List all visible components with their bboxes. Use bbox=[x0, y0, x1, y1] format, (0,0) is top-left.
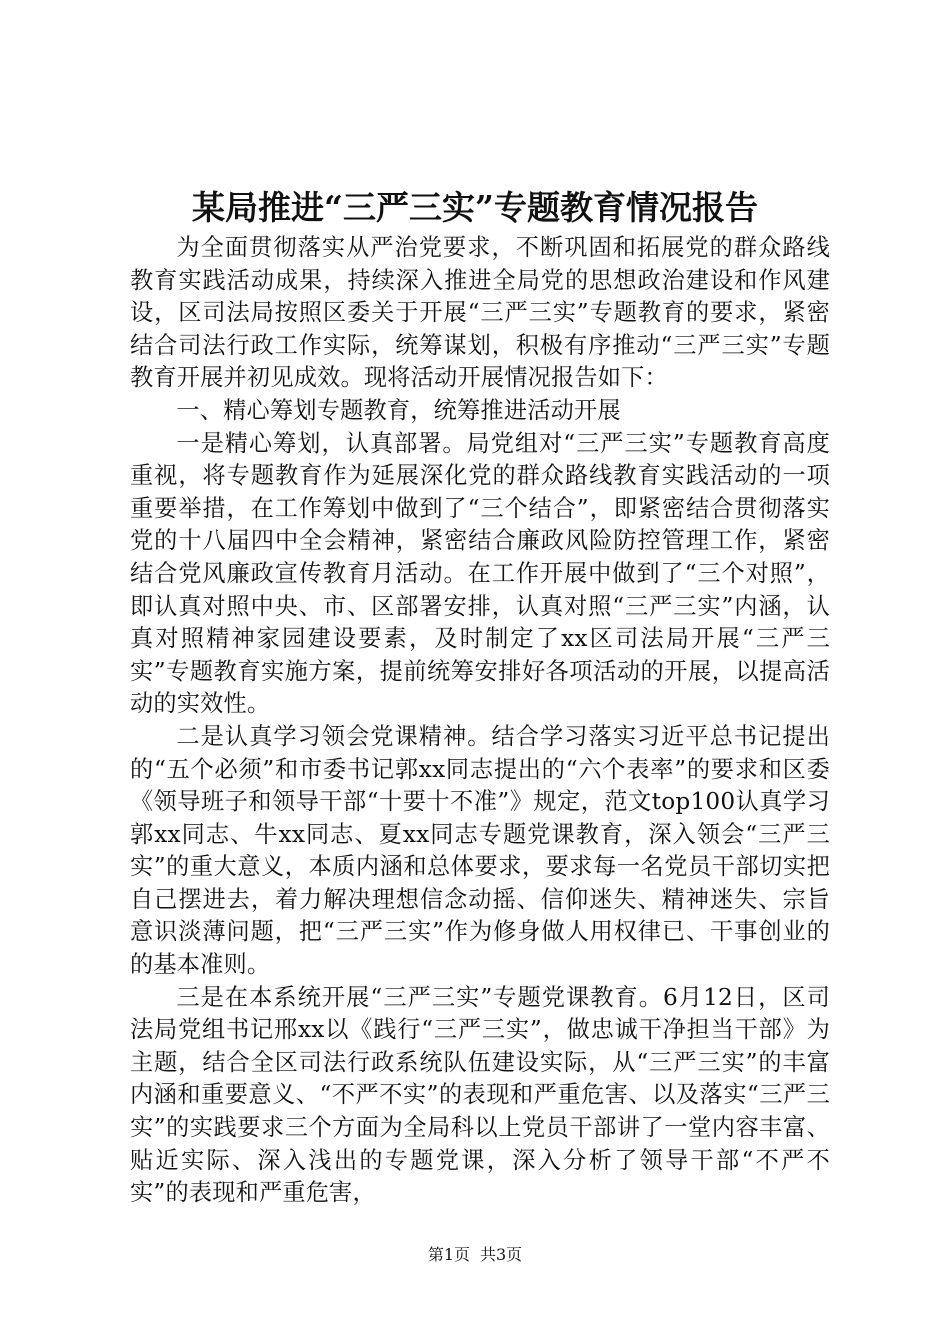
intro-paragraph: 为全面贯彻落实从严治党要求，不断巩固和拓展党的群众路线教育实践活动成果，持续深入推进全局党的思想政治建设和作风建设，区司法局按照区委关于开展“三严三实”专题教育的要求，紧密结合司法行政工作实际，统筹谋划，积极有序推动“三严三实”专题教育开展并初见成效。现将活动开展情况报告如下： bbox=[130, 234, 830, 392]
body-paragraph: 三是在本系统开展“三严三实”专题党课教育。6月12日，区司法局党组书记邢xx以《践行“三严三实”，做忠诚干净担当干部》为主题，结合全区司法行政系统队伍建设实际，从“三严三实”的丰富内涵和重要意义、“不严不实”的表现和严重危害、以及落实“三严三实”的实践要求三个方面为全局科以上党员干部讲了一堂内容丰富、贴近实际、深入浅出的专题党课，深入分析了领导干部“不严不实”的表现和严重危害， bbox=[130, 983, 830, 1207]
body-paragraph: 一是精心筹划，认真部署。局党组对“三严三实”专题教育高度重视，将专题教育作为延展深化党的群众路线教育实践活动的一项重要举措，在工作筹划中做到了“三个结合”，即紧密结合贯彻落实党的十八届四中全会精神，紧密结合廉政风险防控管理工作，紧密结合党风廉政宣传教育月活动。在工作开展中做到了“三个对照”，即认真对照中央、市、区部署安排，认真对照“三严三实”内涵，认真对照精神家园建设要素，及时制定了xx区司法局开展“三严三实”专题教育实施方案，提前统筹安排好各项活动的开展，以提高活动的实效性。 bbox=[130, 429, 830, 718]
page-total: 共3页 bbox=[480, 1245, 523, 1264]
document-body bbox=[130, 232, 830, 1210]
document-title: 某局推进“三严三实”专题教育情况报告 bbox=[192, 188, 758, 227]
body-paragraph: 二是认真学习领会党课精神。结合学习落实习近平总书记提出的“五个必须”和市委书记郭xx同志提出的“六个表率”的要求和区委《领导班子和领导干部“十要十不准”》规定，范文top100认真学习郭xx同志、牛xx同志、夏xx同志专题党课教育，深入领会“三严三实”的重大意义，本质内涵和总体要求，要求每一名党员干部切实把自己摆进去，着力解决理想信念动摇、信仰迷失、精神迷失、宗旨意识淡薄问题，把“三严三实”作为修身做人用权律已、干事创业的的基本准则。 bbox=[130, 722, 830, 979]
page-footer bbox=[0, 1244, 950, 1266]
section-heading: 一、精心筹划专题教育，统筹推进活动开展 bbox=[176, 396, 621, 424]
page-number: 第1页 bbox=[427, 1245, 470, 1264]
